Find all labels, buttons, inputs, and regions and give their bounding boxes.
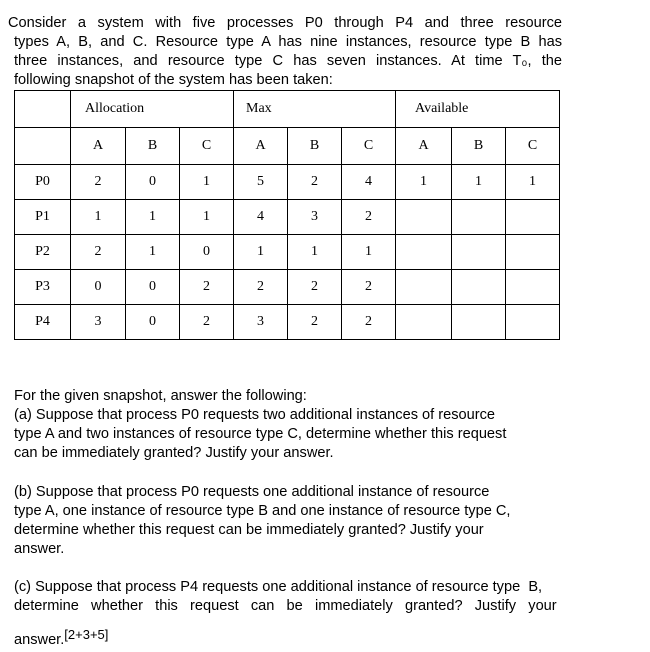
question-c-line-3 bbox=[14, 627, 626, 650]
table-cell: 1 bbox=[396, 165, 452, 200]
question-c-block bbox=[14, 578, 626, 650]
col-header: B bbox=[288, 128, 342, 165]
col-header: B bbox=[126, 128, 180, 165]
table-cell bbox=[506, 305, 560, 340]
col-header: A bbox=[396, 128, 452, 165]
table-cell: 1 bbox=[342, 235, 396, 270]
process-label: P4 bbox=[15, 305, 71, 340]
table-row bbox=[15, 200, 560, 235]
table-cell: 0 bbox=[126, 270, 180, 305]
table-cell: 1 bbox=[234, 235, 288, 270]
table-cell bbox=[396, 305, 452, 340]
table-cell: 0 bbox=[180, 235, 234, 270]
table-cell: 1 bbox=[126, 235, 180, 270]
table-cell: 2 bbox=[342, 200, 396, 235]
column-header-row bbox=[15, 128, 560, 165]
table-row bbox=[15, 235, 560, 270]
col-header: C bbox=[506, 128, 560, 165]
table-cell: 2 bbox=[288, 305, 342, 340]
table-cell: 3 bbox=[71, 305, 126, 340]
table-row bbox=[15, 270, 560, 305]
table-cell bbox=[396, 235, 452, 270]
table-cell: 1 bbox=[452, 165, 506, 200]
table-cell bbox=[506, 235, 560, 270]
table-cell: 1 bbox=[126, 200, 180, 235]
col-header: A bbox=[234, 128, 288, 165]
question-c-last-word: answer. bbox=[14, 632, 65, 648]
question-a-line-3: can be immediately granted? Justify your answer. bbox=[14, 445, 334, 461]
table-cell bbox=[506, 200, 560, 235]
table-cell: 5 bbox=[234, 165, 288, 200]
table-cell: 1 bbox=[180, 200, 234, 235]
table-cell: 4 bbox=[342, 165, 396, 200]
table-cell: 1 bbox=[71, 200, 126, 235]
question-c-line-2: determine whether this request can be immediately granted? Justify your bbox=[14, 598, 557, 614]
table-cell: 2 bbox=[342, 305, 396, 340]
snapshot-table bbox=[14, 90, 560, 340]
intro-line-3: three instances, and resource type C has seven instances. At time T₀, the bbox=[14, 53, 562, 69]
process-label: P3 bbox=[15, 270, 71, 305]
table-cell: 2 bbox=[342, 270, 396, 305]
intro-line-4: following snapshot of the system has been taken: bbox=[14, 72, 333, 88]
process-label: P1 bbox=[15, 200, 71, 235]
col-header: A bbox=[71, 128, 126, 165]
table-cell bbox=[452, 200, 506, 235]
group-header-row bbox=[15, 91, 560, 128]
table-cell: 2 bbox=[71, 235, 126, 270]
question-a-block bbox=[14, 387, 574, 463]
question-b-block bbox=[14, 483, 574, 559]
given-line-1: For the given snapshot, answer the following: bbox=[14, 388, 307, 404]
intro-line-2: types A, B, and C. Resource type A has nine instances, resource type B has bbox=[14, 34, 562, 50]
table-cell: 3 bbox=[288, 200, 342, 235]
group-max: Max bbox=[234, 91, 396, 128]
process-label: P0 bbox=[15, 165, 71, 200]
table-row bbox=[15, 165, 560, 200]
col-header: C bbox=[342, 128, 396, 165]
question-b-line-1: (b) Suppose that process P0 requests one additional instance of resource bbox=[14, 484, 490, 500]
table-cell: 0 bbox=[71, 270, 126, 305]
table-cell bbox=[506, 270, 560, 305]
question-b-line-4: answer. bbox=[14, 541, 65, 557]
intro-line-1: Consider a system with five processes P0 through P4 and three resource bbox=[8, 15, 562, 31]
table-cell: 1 bbox=[288, 235, 342, 270]
corner-cell bbox=[15, 128, 71, 165]
table-cell: 2 bbox=[234, 270, 288, 305]
table-row bbox=[15, 305, 560, 340]
table-cell bbox=[396, 270, 452, 305]
table-cell bbox=[452, 270, 506, 305]
table-cell: 0 bbox=[126, 305, 180, 340]
group-available: Available bbox=[396, 91, 560, 128]
question-b-line-3: determine whether this request can be immediately granted? Justify your bbox=[14, 522, 484, 538]
question-a-line-2: type A and two instances of resource type C, determine whether this request bbox=[14, 426, 507, 442]
marks-label: [2+3+5] bbox=[64, 627, 109, 642]
group-allocation: Allocation bbox=[71, 91, 234, 128]
table-cell: 3 bbox=[234, 305, 288, 340]
question-a-line-1: (a) Suppose that process P0 requests two additional instances of resource bbox=[14, 407, 496, 423]
col-header: B bbox=[452, 128, 506, 165]
question-b-line-2: type A, one instance of resource type B and one instance of resource type C, bbox=[14, 503, 511, 519]
table-cell bbox=[452, 235, 506, 270]
table-cell: 2 bbox=[288, 270, 342, 305]
table-cell: 2 bbox=[180, 305, 234, 340]
table-cell: 2 bbox=[288, 165, 342, 200]
table-cell: 0 bbox=[126, 165, 180, 200]
process-label: P2 bbox=[15, 235, 71, 270]
question-c-line-1: (c) Suppose that process P4 requests one additional instance of resource type B, bbox=[14, 579, 543, 595]
table-cell: 1 bbox=[506, 165, 560, 200]
table-cell: 1 bbox=[180, 165, 234, 200]
table-cell: 2 bbox=[71, 165, 126, 200]
problem-intro bbox=[8, 14, 562, 90]
table-cell bbox=[452, 305, 506, 340]
table-cell: 4 bbox=[234, 200, 288, 235]
table-cell: 2 bbox=[180, 270, 234, 305]
corner-cell bbox=[15, 91, 71, 128]
table-cell bbox=[396, 200, 452, 235]
col-header: C bbox=[180, 128, 234, 165]
